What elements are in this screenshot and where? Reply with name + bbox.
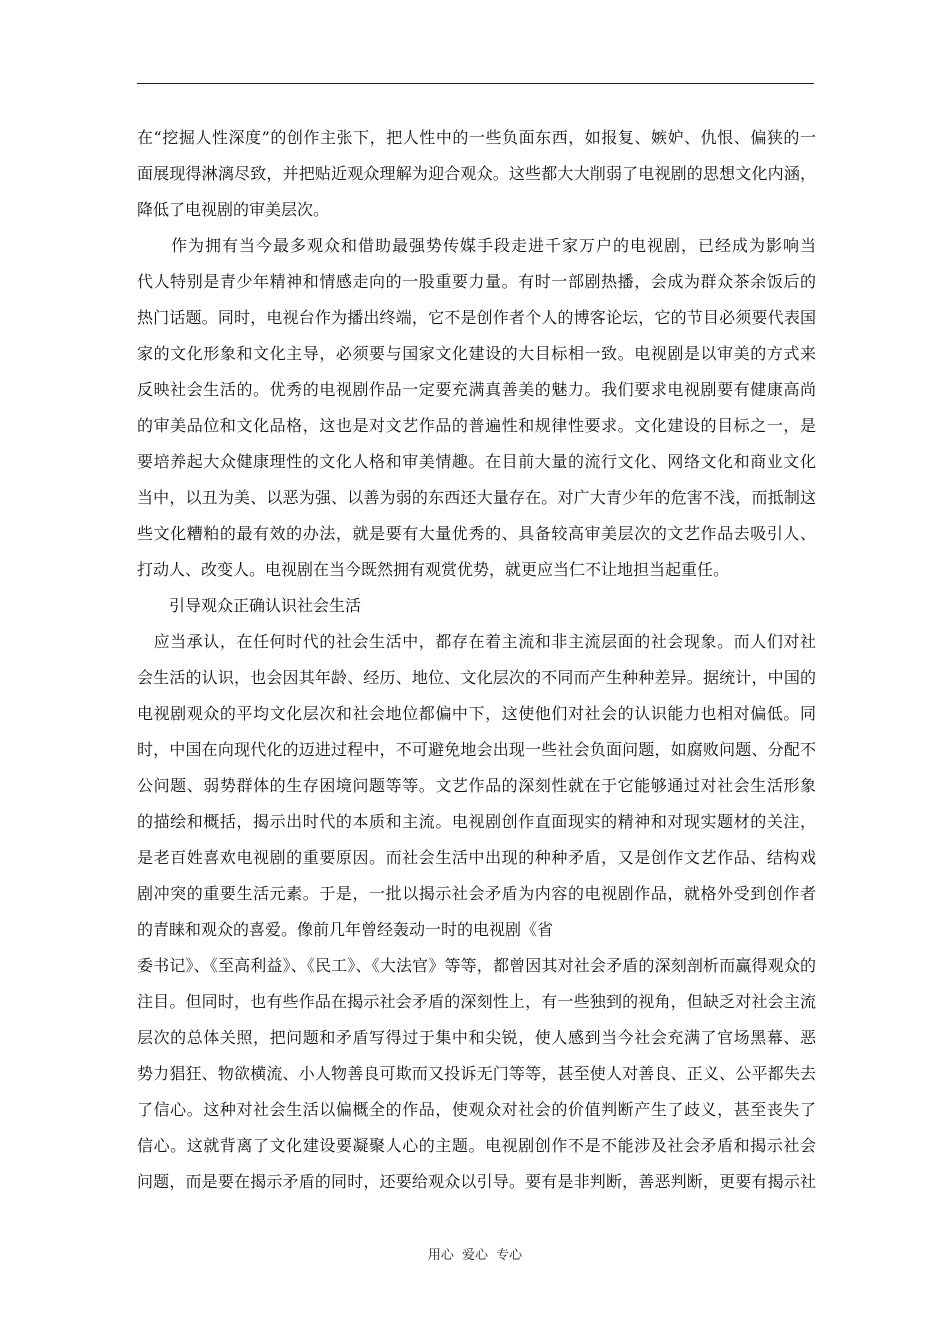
text-line: 降低了电视剧的审美层次。	[137, 200, 330, 219]
text-line: 时，中国在向现代化的迈进过程中，不可避免地会出现一些社会负面问题，如腐败问题、分配不	[137, 740, 816, 759]
text-line: 问题，而是要在揭示矛盾的同时，还要给观众以引导。要有是非判断，善恶判断，更要有揭示社	[137, 1172, 816, 1191]
text-line: 家的文化形象和文化主导，必须要与国家文化建设的大目标相一致。电视剧是以审美的方式来	[137, 344, 816, 363]
text-line: 剧冲突的重要生活元素。于是，一批以揭示社会矛盾为内容的电视剧作品，就格外受到创作者	[137, 884, 816, 903]
text-line: 打动人、改变人。电视剧在当今既然拥有观赏优势，就更应当仁不让地担当起重任。	[137, 560, 730, 579]
text-line: 的描绘和概括，揭示出时代的本质和主流。电视剧创作直面现实的精神和对现实题材的关注，	[137, 812, 816, 831]
text-line: 反映社会生活的。优秀的电视剧作品一定要充满真善美的魅力。我们要求电视剧要有健康高尚	[137, 380, 816, 399]
text-line: 代人特别是青少年精神和情感走向的一股重要力量。有时一部剧热播，会成为群众茶余饭后的	[137, 272, 816, 291]
text-line: 会生活的认识，也会因其年龄、经历、地位、文化层次的不同而产生种种差异。据统计，中国的	[137, 668, 816, 687]
text-line: 是老百姓喜欢电视剧的重要原因。而社会生活中出现的种种矛盾，又是创作文艺作品、结构戏	[137, 848, 816, 867]
text-line: 的青睐和观众的喜爱。像前几年曾经轰动一时的电视剧《省	[137, 920, 554, 939]
text-line: 电视剧观众的平均文化层次和社会地位都偏中下，这使他们对社会的认识能力也相对偏低。同	[137, 704, 816, 723]
text-line: 要培养起大众健康理性的文化人格和审美情趣。在目前大量的流行文化、网络文化和商业文化	[137, 452, 816, 471]
page-footer: 用心 爱心 专心	[427, 1248, 523, 1263]
text-line: 热门话题。同时，电视台作为播出终端，它不是创作者个人的博客论坛，它的节目必须要代表国	[137, 308, 816, 327]
text-line: 公问题、弱势群体的生存困境问题等等。文艺作品的深刻性就在于它能够通过对社会生活形象	[137, 776, 816, 795]
text-line: 了信心。这种对社会生活以偏概全的作品，使观众对社会的价值判断产生了歧义，甚至丧失了	[137, 1100, 816, 1119]
header-rule	[137, 83, 814, 84]
text-line: 的审美品位和文化品格，这也是对文艺作品的普遍性和规律性要求。文化建设的目标之一，是	[137, 416, 816, 435]
paragraph-first-line: 应当承认，在任何时代的社会生活中，都存在着主流和非主流层面的社会现象。而人们对社	[137, 632, 816, 651]
text-line: 注目。但同时，也有些作品在揭示社会矛盾的深刻性上，有一些独到的视角，但缺乏对社会主流	[137, 992, 816, 1011]
text-line: 些文化糟粕的最有效的办法，就是要有大量优秀的、具备较高审美层次的文艺作品去吸引人、	[137, 524, 816, 543]
text-line: 当中，以丑为美、以恶为强、以善为弱的东西还大量存在。对广大青少年的危害不浅，而抵制这	[137, 488, 816, 507]
paragraph-first-line: 作为拥有当今最多观众和借助最强势传媒手段走进千家万户的电视剧，已经成为影响当	[137, 236, 816, 255]
section-heading: 引导观众正确认识社会生活	[137, 596, 362, 615]
text-line: 层次的总体关照，把问题和矛盾写得过于集中和尖锐，使人感到当今社会充满了官场黑幕、恶	[137, 1028, 816, 1047]
text-line: 在“挖掘人性深度”的创作主张下，把人性中的一些负面东西，如报复、嫉妒、仇恨、偏狭的一	[137, 128, 816, 147]
text-line: 信心。这就背离了文化建设要凝聚人心的主题。电视剧创作不是不能涉及社会矛盾和揭示社会	[137, 1136, 816, 1155]
text-line: 委书记》、《至高利益》、《民工》、《大法官》等等，都曾因其对社会矛盾的深刻剖析而赢得观众的	[137, 956, 816, 975]
text-line: 势力猖狂、物欲横流、小人物善良可欺而又投诉无门等等，甚至使人对善良、正义、公平都失去	[137, 1064, 816, 1083]
text-line: 面展现得淋漓尽致，并把贴近观众理解为迎合观众。这些都大大削弱了电视剧的思想文化内涵，	[137, 164, 816, 183]
